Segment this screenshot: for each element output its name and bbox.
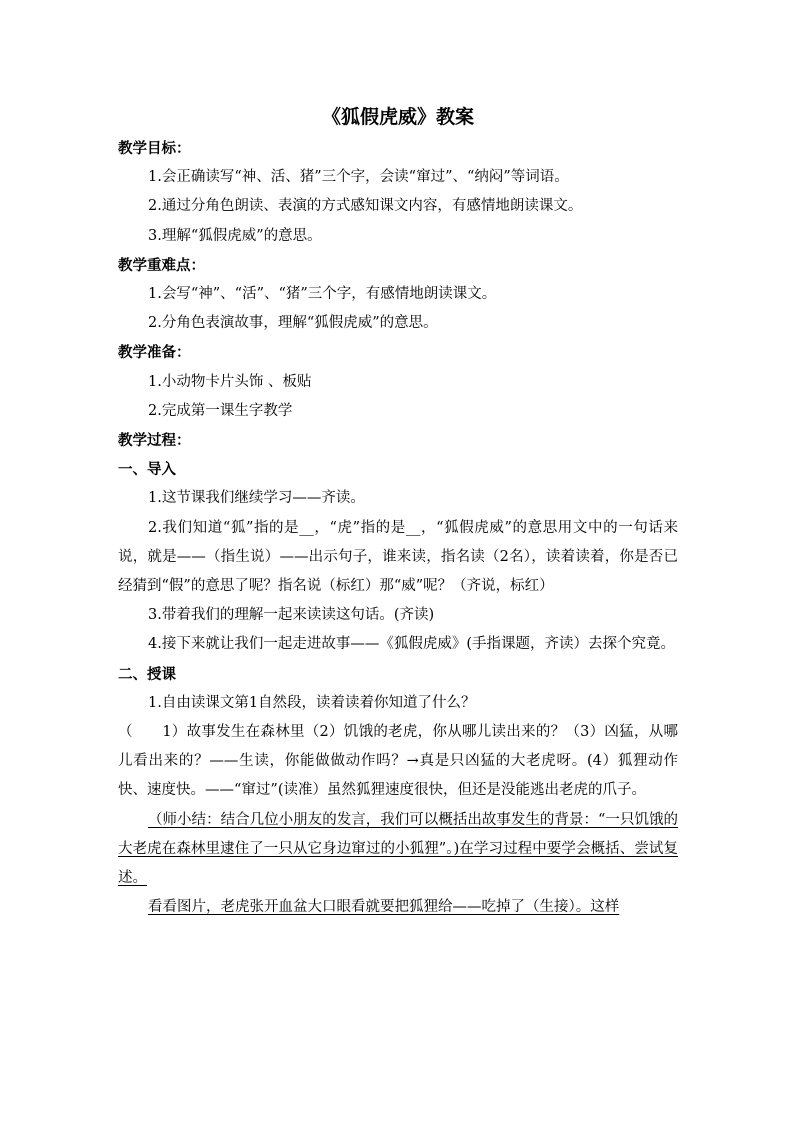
goals-item: 3.理解“狐假虎威”的意思。 [148,227,322,244]
preparation-item: 2.完成第一课生字教学 [148,402,293,419]
teaching-paragraph: 1.自由读课文第1自然段，读着读着你知道了什么？ [148,694,476,711]
goals-heading: 教学目标： [118,140,191,157]
intro-paragraph: 1.这节课我们继续学习——齐读。 [148,490,365,507]
teaching-paragraph: （ 1）故事发生在森林里（2）饥饿的老虎，你从哪儿读出来的？（3）凶猛，从哪儿看出来的？——生读，你能做做动作吗？→真是只凶猛的大老虎呀。(4）狐狸动作快、速度快。——“窜过”(读准）虽然狐狸速度很快，但还是没能逃出老虎的爪子。 [118,724,678,799]
document-title: 《狐假虎威》教案 [321,106,474,128]
intro-paragraph: 3.带着我们的理解一起来读读这句话。(齐读) [148,607,435,624]
teacher-summary-paragraph: （师小结：结合几位小朋友的发言，我们可以概括出故事发生的背景：“一只饥饿的大老虎在森林里逮住了一只从它身边窜过的小狐狸”。)在学习过程中要学会概括、尝试复述。 [118,811,678,887]
teaching-paragraph: 看看图片，老虎张开血盆大口眼看就要把狐狸给——吃掉了（生接）。这样 [148,899,620,916]
intro-heading: 一、导入 [118,461,176,479]
key-points-item: 1.会写“神”、“活”、“猪”三个字，有感情地朗读课文。 [148,286,497,303]
goals-item: 2.通过分角色朗读、表演的方式感知课文内容，有感情地朗读课文。 [148,198,583,215]
key-points-heading: 教学重难点： [118,256,205,274]
key-points-item: 2.分角色表演故事，理解“狐假虎威”的意思。 [148,315,438,332]
process-heading: 教学过程： [118,432,191,450]
preparation-item: 1.小动物卡片头饰 、板贴 [148,373,312,390]
preparation-heading: 教学准备： [118,344,191,362]
goals-item: 1.会正确读写“神、活、猪”三个字，会读“窜过”、“纳闷”等词语。 [148,169,569,186]
intro-paragraph: 4.接下来就让我们一起走进故事——《狐假虎威》(手指课题，齐读）去探个究竟。 [148,636,675,653]
teaching-heading: 二、授课 [118,665,176,683]
intro-paragraph: 2.我们知道“狐”指的是__，“虎”指的是__，“狐假虎威”的意思用文中的一句话来说，就是——（指生说）——出示句子，谁来读，指名读（2名），读着读着，你是否已经猜到“假”的意思了呢？指名说（标红）那“威”呢？（齐说，标红） [118,519,678,595]
lesson-plan-page [118,100,678,922]
